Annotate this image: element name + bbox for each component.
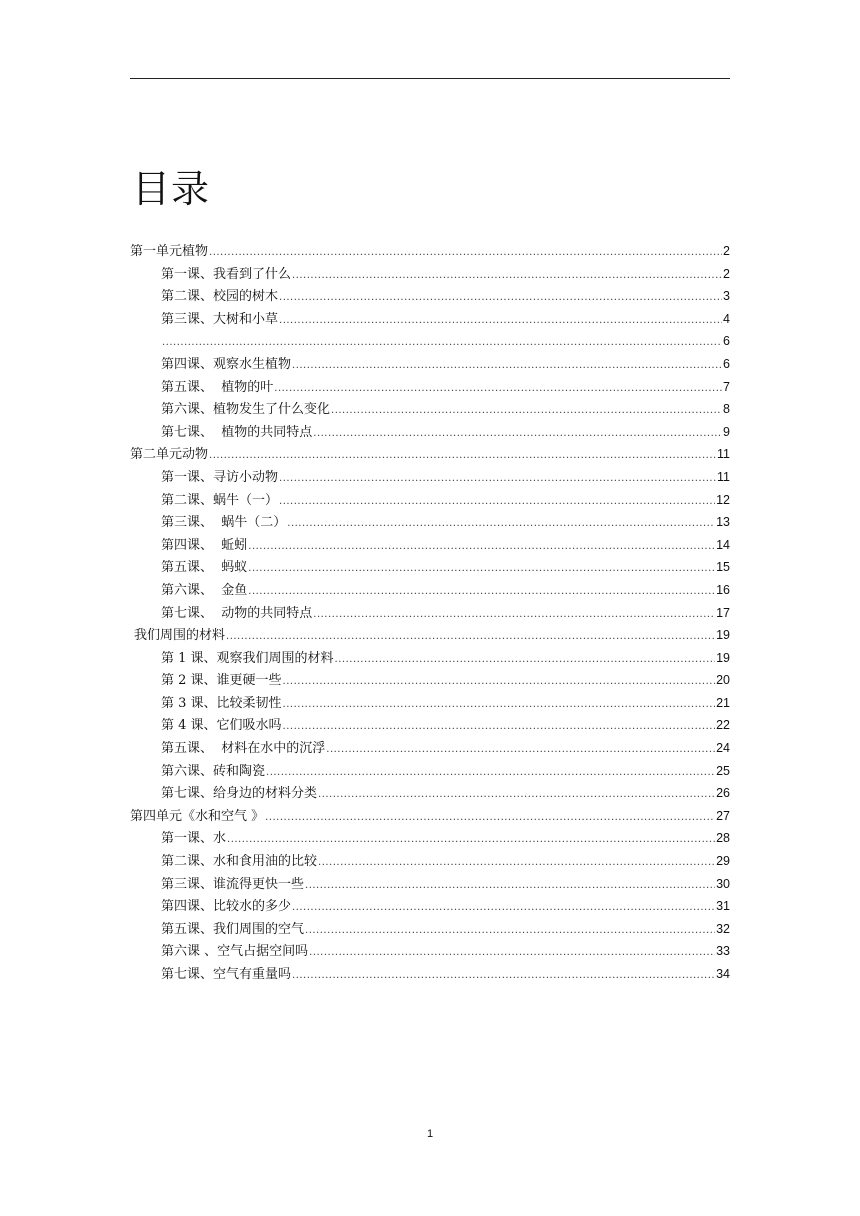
toc-dot-leader	[287, 513, 715, 534]
header-rule	[130, 78, 730, 79]
toc-entry-page: 26	[716, 786, 730, 801]
toc-dot-leader	[209, 445, 716, 466]
toc-entry-label: 第三课、 蜗牛（二）	[161, 515, 287, 531]
toc-lesson-entry[interactable]	[130, 873, 730, 896]
toc-lesson-entry[interactable]	[130, 918, 730, 941]
toc-entry-page: 19	[716, 628, 730, 643]
toc-dot-leader	[248, 581, 715, 602]
toc-entry-label: 第二课、水和食用油的比较	[161, 854, 318, 870]
toc-entry-label: 第 1 课、观察我们周围的材料	[161, 650, 334, 666]
toc-entry-page: 2	[723, 266, 730, 281]
toc-lesson-entry[interactable]	[130, 353, 730, 376]
toc-dot-leader	[279, 491, 715, 512]
toc-entry-label: 第三课、谁流得更快一些	[161, 876, 305, 892]
toc-entry-label: 我们周围的材料	[134, 628, 226, 644]
toc-entry-page: 9	[723, 424, 730, 439]
toc-entry-page: 3	[723, 289, 730, 304]
toc-lesson-entry[interactable]	[130, 940, 730, 963]
toc-lesson-entry[interactable]	[130, 895, 730, 918]
table-of-contents	[130, 240, 730, 986]
toc-lesson-entry[interactable]	[130, 963, 730, 986]
toc-lesson-entry[interactable]	[130, 579, 730, 602]
toc-entry-label: 第一单元植物	[130, 244, 209, 259]
toc-entry-page: 19	[716, 650, 730, 665]
toc-entry-page: 27	[716, 808, 730, 823]
toc-unit-entry[interactable]	[130, 443, 730, 466]
toc-entry-page: 22	[716, 718, 730, 733]
toc-entry-page: 32	[716, 921, 730, 936]
toc-dot-leader	[283, 694, 716, 715]
toc-dot-leader	[331, 400, 722, 421]
page-number: 1	[426, 1128, 434, 1140]
toc-dot-leader	[283, 716, 716, 737]
toc-entry-label: 第 3 课、比较柔韧性	[161, 695, 282, 711]
toc-dot-leader	[309, 942, 715, 963]
toc-entry-page: 34	[716, 967, 730, 981]
toc-dot-leader	[226, 626, 715, 647]
toc-entry-label: 第 2 课、谁更硬一些	[161, 673, 282, 689]
toc-entry-label: 第七课、 植物的共同特点	[161, 424, 313, 440]
toc-lesson-entry[interactable]	[130, 850, 730, 873]
toc-lesson-entry[interactable]	[130, 534, 730, 557]
toc-unit-entry[interactable]	[130, 240, 730, 263]
toc-entry-page: 13	[716, 515, 730, 530]
toc-dot-leader	[335, 649, 716, 670]
toc-entry-label: 第二课、校园的树木	[161, 289, 279, 305]
toc-dot-leader	[227, 829, 715, 850]
toc-lesson-entry[interactable]	[130, 782, 730, 805]
toc-dot-leader	[162, 332, 722, 353]
toc-dot-leader	[279, 468, 716, 489]
toc-lesson-entry[interactable]	[130, 466, 730, 489]
toc-lesson-entry[interactable]	[130, 827, 730, 850]
toc-entry-page: 28	[716, 831, 730, 846]
toc-dot-leader	[279, 310, 722, 331]
toc-entry-page: 14	[716, 537, 730, 552]
toc-entry-label: 第一课、寻访小动物	[161, 469, 279, 485]
toc-entry-page: 6	[723, 356, 730, 371]
toc-entry-label: 第 4 课、它们吸水吗	[161, 718, 282, 734]
toc-dot-leader	[283, 671, 716, 692]
toc-entry-page: 29	[716, 854, 730, 869]
toc-entry-label: 第三课、大树和小草	[161, 311, 279, 327]
toc-entry-page: 11	[717, 447, 730, 462]
toc-dot-leader	[292, 355, 722, 376]
toc-entry-label: 第六课、砖和陶瓷	[161, 763, 266, 779]
toc-entry-page: 16	[716, 582, 730, 597]
toc-dot-leader	[318, 784, 715, 805]
toc-lesson-entry[interactable]	[130, 308, 730, 331]
toc-lesson-entry[interactable]	[130, 714, 730, 737]
toc-dot-leader	[265, 807, 715, 828]
toc-dot-leader	[209, 242, 722, 263]
toc-entry-label: 第二单元动物	[130, 447, 209, 463]
toc-entry-label: 第七课、 动物的共同特点	[161, 605, 313, 621]
toc-entry-page: 30	[716, 876, 730, 891]
toc-entry-page: 17	[716, 605, 730, 620]
toc-entry-label: 第五课、 蚂蚁	[161, 560, 248, 576]
toc-entry-page: 25	[716, 763, 730, 778]
toc-unit-entry[interactable]	[130, 805, 730, 828]
toc-entry-label: 第一课、水	[161, 831, 227, 847]
toc-unit-entry[interactable]	[130, 624, 730, 647]
toc-entry-page: 15	[716, 560, 730, 575]
toc-dot-leader	[292, 897, 715, 918]
toc-lesson-entry[interactable]	[130, 602, 730, 625]
toc-entry-label: 第七课、给身边的材料分类	[161, 786, 318, 802]
toc-dot-leader	[305, 920, 715, 941]
toc-lesson-entry[interactable]	[130, 421, 730, 444]
toc-entry-label: 第七课、空气有重量吗	[161, 967, 292, 982]
toc-lesson-entry[interactable]	[130, 692, 730, 715]
toc-dot-leader	[305, 875, 715, 896]
toc-entry-page: 24	[716, 741, 730, 756]
toc-dot-leader	[279, 287, 722, 308]
toc-entry-page: 6	[723, 334, 730, 349]
toc-dot-leader	[326, 739, 715, 760]
toc-dot-leader	[274, 378, 722, 399]
toc-entry-page: 7	[723, 379, 730, 394]
toc-lesson-entry[interactable]	[130, 398, 730, 421]
toc-entry-label: 第六课 、空气占据空间吗	[161, 944, 309, 960]
toc-entry-page: 2	[723, 244, 730, 258]
toc-entry-page: 4	[723, 311, 730, 326]
toc-entry-label: 第二课、蜗牛（一）	[161, 492, 279, 508]
toc-entry-page: 8	[723, 402, 730, 417]
toc-entry-page: 21	[716, 695, 730, 710]
toc-entry-label: 第一课、我看到了什么	[161, 266, 292, 282]
toc-lesson-entry[interactable]	[130, 760, 730, 783]
toc-dot-leader	[248, 536, 715, 557]
toc-entry-label: 第四课、观察水生植物	[161, 356, 292, 372]
toc-entry-page: 11	[717, 469, 730, 484]
toc-entry-label: 第五课、 材料在水中的沉浮	[161, 741, 326, 757]
toc-dot-leader	[318, 852, 715, 873]
toc-dot-leader	[313, 423, 722, 444]
toc-dot-leader	[248, 558, 715, 579]
toc-entry-page: 33	[716, 944, 730, 959]
toc-lesson-entry[interactable]	[130, 285, 730, 308]
toc-dot-leader	[292, 265, 722, 286]
toc-entry-label: 第四课、 蚯蚓	[161, 537, 248, 553]
toc-dot-leader	[292, 965, 715, 986]
toc-entry-label: 第六课、 金鱼	[161, 582, 248, 598]
toc-entry-label: 第四单元《水和空气 》	[130, 808, 265, 824]
toc-lesson-entry[interactable]	[130, 556, 730, 579]
toc-entry-label: 第六课、植物发生了什么变化	[161, 402, 331, 418]
toc-entry-page: 20	[716, 673, 730, 688]
toc-dot-leader	[313, 604, 715, 625]
toc-lesson-entry[interactable]	[130, 647, 730, 670]
toc-entry-page: 12	[716, 492, 730, 507]
toc-lesson-entry[interactable]	[130, 330, 730, 353]
toc-entry-page: 31	[716, 899, 730, 914]
toc-entry-label: 第五课、 植物的叶	[161, 379, 274, 395]
toc-lesson-entry[interactable]	[130, 489, 730, 512]
toc-lesson-entry[interactable]	[130, 737, 730, 760]
toc-entry-label: 第五课、我们周围的空气	[161, 921, 305, 937]
toc-dot-leader	[266, 762, 715, 783]
toc-lesson-entry[interactable]	[130, 669, 730, 692]
toc-entry-label: 第四课、比较水的多少	[161, 899, 292, 915]
toc-lesson-entry[interactable]	[130, 511, 730, 534]
toc-lesson-entry[interactable]	[130, 376, 730, 399]
page-title: 目录	[132, 167, 211, 211]
toc-lesson-entry[interactable]	[130, 263, 730, 286]
